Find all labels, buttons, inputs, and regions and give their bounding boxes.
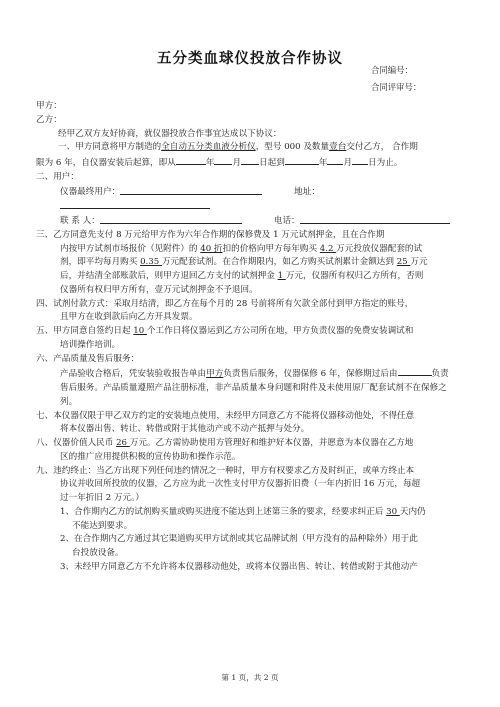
clause-6-line-3: 列。 <box>60 396 78 407</box>
clause-6-heading: 六、产品质量及售后服务： <box>36 353 140 364</box>
start-year-blank[interactable] <box>176 155 206 165</box>
end-month-blank[interactable] <box>327 155 343 165</box>
user-row: 仪器最终用户： 地址： <box>36 185 463 215</box>
clause-9-item-3: 3、未经甲方同意乙方不允许将本仪器移动他处，或将本仪器出售、转让、转借或附于其他动产 <box>60 561 418 572</box>
clause-2-heading: 二、用户： <box>36 171 79 182</box>
contact-person-field[interactable] <box>100 214 242 224</box>
end-year-blank[interactable] <box>285 155 319 165</box>
clause-3-line-4: 后，并结清全部账款后，则甲方退回乙方支付的试剂押金 1 万元，仪器所有权归乙方所有，否则 <box>60 271 424 281</box>
clause-7-line-1: 七、本仪器仅限于甲乙双方约定的安装地点使用，未经甲方同意乙方不能将仪器移动他处，不得任意 <box>36 410 415 421</box>
phone-field[interactable] <box>300 214 450 224</box>
clause-9-item-1: 1、合作期内乙方的试剂购买量或购买进度不能达到上述第三条的要求，经要求纠正后 30 天内仍 <box>60 506 426 517</box>
clause-3-line-2: 内按甲方试剂市场报价（见附件）的 40 折扣的价格向甲方每年购买 4.2 万元投放仪器配套的试 <box>60 243 423 254</box>
clause-9-item-2: 2、在合作期内乙方通过其它渠道购买甲方试剂或其它品牌试剂（甲方没有的品种除外）用于此 <box>60 534 418 545</box>
party-b: 乙方： <box>36 114 62 125</box>
clause-8-line-1: 八、仪器价值人民币 26 万元。乙方需协助使用方管理好和维护好本仪器，并愿意为本仪器在乙方地 <box>36 438 414 448</box>
contact-row: 联 系 人： 电话： <box>36 214 463 229</box>
intro-paragraph: 经甲乙双方友好协商，就仪器投放合作事宜达成以下协议： <box>58 128 282 139</box>
contract-review-label: 合同评审号： <box>371 82 422 92</box>
page-footer: 第 1 页，共 2 页 <box>221 673 279 682</box>
clause-3-line-3: 剂，即平均每月购买 0.35 万元配套试剂。在合作期限内，如乙方购买试剂累计金额达到 25 万元 <box>60 257 428 268</box>
end-day-blank[interactable] <box>352 155 368 165</box>
clause-9-line-3: 过一年折旧 2 万元。） <box>60 493 144 503</box>
start-day-blank[interactable] <box>241 155 259 165</box>
clause-4-line-1: 四、试剂付款方式：采取月结清，即乙方在每个月的 28 号前将所有欠款全部付到甲方指定的账号， <box>36 298 414 309</box>
clause-7-line-2: 将本仪器出售、转让、转借或附于其他动产或不动产抵押与处分。 <box>60 424 310 435</box>
clause-9-line-2: 协议并收回所投放的仪器，乙方应为此一次性支付甲方仪器折旧费（一年内折旧 16 万元，每超 <box>60 479 421 490</box>
clause-1-term: 限为 6 年，自仪器安装后起算，即从 年 月 日起到 年 月 日为止。 <box>36 155 463 171</box>
clause-9-line-1: 九、违约终止：当乙方出现下列任何违约情况之一种时，甲方有权要求乙方及时纠正，或单方终止本 <box>36 465 415 476</box>
clause-4-line-2: 且甲方在收到款后向乙方开具发票。 <box>60 312 198 323</box>
clause-6-line-1: 产品验收合格后，凭安装验收报告单由甲方负责售后服务，仪器保修 6 年，保修期过后由 负责 <box>36 366 463 382</box>
clause-3-line-5: 仪器所有权归甲方所有，壹万元试剂押金不予退回。 <box>60 284 258 295</box>
clause-5-line-2: 培训操作培训。 <box>60 339 121 350</box>
clause-6-line-2: 售后服务。产品质量遵照产品注册标准，非产品质量本身问题和附件及未使用原厂配套试剂不在保修之 <box>60 383 447 393</box>
clause-9-item-2-cont: 台投放设备。 <box>72 548 124 558</box>
end-user-field[interactable] <box>120 185 262 195</box>
contract-body <box>36 100 463 575</box>
clause-3-line-1: 三、乙方同意先支付 8 万元给甲方作为六年合作期的保修费及 1 万元试剂押金，且在合作期 <box>36 229 385 240</box>
clause-9-item-1-cont: 不能达到要求。 <box>72 520 133 531</box>
document-title: 五分类血球仪投放合作协议 <box>157 51 343 67</box>
after-warranty-service-blank[interactable] <box>398 366 432 376</box>
party-a: 甲方： <box>36 101 62 111</box>
clause-8-line-2: 区的推广应用提供积极的宣传协助和操作示范。 <box>60 451 241 462</box>
clause-5-line-1: 五、甲方同意自签约日起 10 个工作日将仪器运到乙方公司所在地，甲方负责仪器的免费安装调试和 <box>36 326 414 336</box>
start-month-blank[interactable] <box>214 155 232 165</box>
clause-1: 一、甲方同意将甲方制造的全自动五分类血液分析仪，型号 000 及数量壹台交付乙方， 合作期 <box>58 142 418 153</box>
address-field[interactable] <box>60 199 210 209</box>
contract-number-label: 合同编号： <box>371 65 413 75</box>
